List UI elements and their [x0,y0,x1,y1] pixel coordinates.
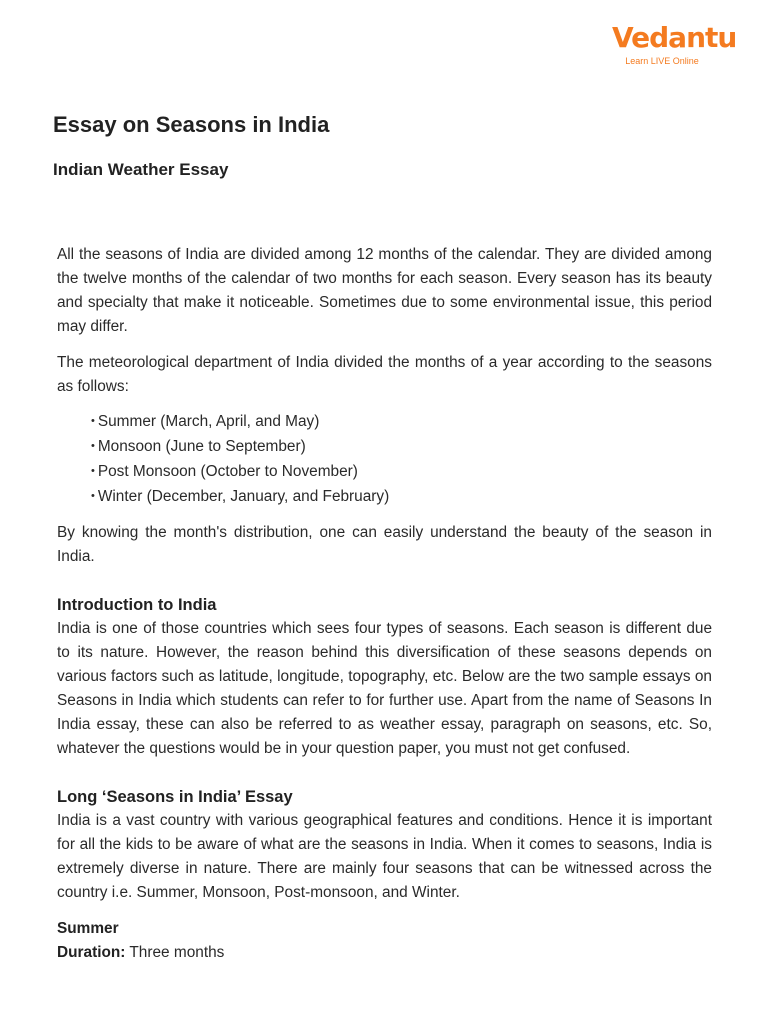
duration-value: Three months [125,944,225,961]
season-list [91,410,712,510]
introduction-paragraph: India is one of those countries which sees four types of seasons. Each season is different due to its nature. However, the reason behind this diversification of these seasons depends on various factors such as latitude, longitude, topography, etc. Below are the two sample essays on Seasons in India which students can refer to for further use. Apart from the name of Seasons In India essay, these can also be referred to as weather essay, paragraph on seasons, etc. So, whatever the questions would be in your question paper, you must not get confused. [57,620,712,757]
bullet-icon: • [91,465,95,477]
vedantu-logo [612,21,737,66]
list-item: • Monsoon (June to September) [91,438,306,455]
list-item: • Summer (March, April, and May) [91,413,320,430]
essay-content [57,243,712,965]
logo-wordmark: Vedantu [612,21,737,54]
duration-label: Duration: [57,944,126,961]
intro-paragraph-1: All the seasons of India are divided among 12 months of the calendar. They are divided among the twelve months of the calendar of two months for each season. Every season has its beauty and specialty that make it noticeable. Sometimes due to some environmental issue, this period may differ. [57,246,712,335]
page-title: Essay on Seasons in India [53,112,330,137]
bullet-icon: • [91,415,95,427]
after-list-paragraph: By knowing the month's distribution, one can easily understand the beauty of the season in India. [57,524,712,565]
bullet-icon: • [91,490,95,502]
section-heading-long-essay: Long ‘Seasons in India’ Essay [57,788,293,806]
section-heading-introduction: Introduction to India [57,596,217,614]
page-subtitle: Indian Weather Essay [53,160,229,179]
logo-tagline: Learn LIVE Online [625,56,699,66]
summer-heading: Summer [57,920,119,937]
long-essay-paragraph: India is a vast country with various geographical features and conditions. Hence it is important for all the kids to be aware of what are the seasons in India. When it comes to seasons, India is extremely diverse in nature. There are mainly four seasons that can be witnessed across the country i.e. Summer, Monsoon, Post-monsoon, and Winter. [57,812,712,901]
summer-duration [57,941,712,965]
list-item: • Post Monsoon (October to November) [91,463,358,480]
intro-paragraph-2: The meteorological department of India divided the months of a year according to the seasons as follows: [57,354,712,395]
bullet-icon: • [91,440,95,452]
list-item: • Winter (December, January, and February) [91,488,390,505]
